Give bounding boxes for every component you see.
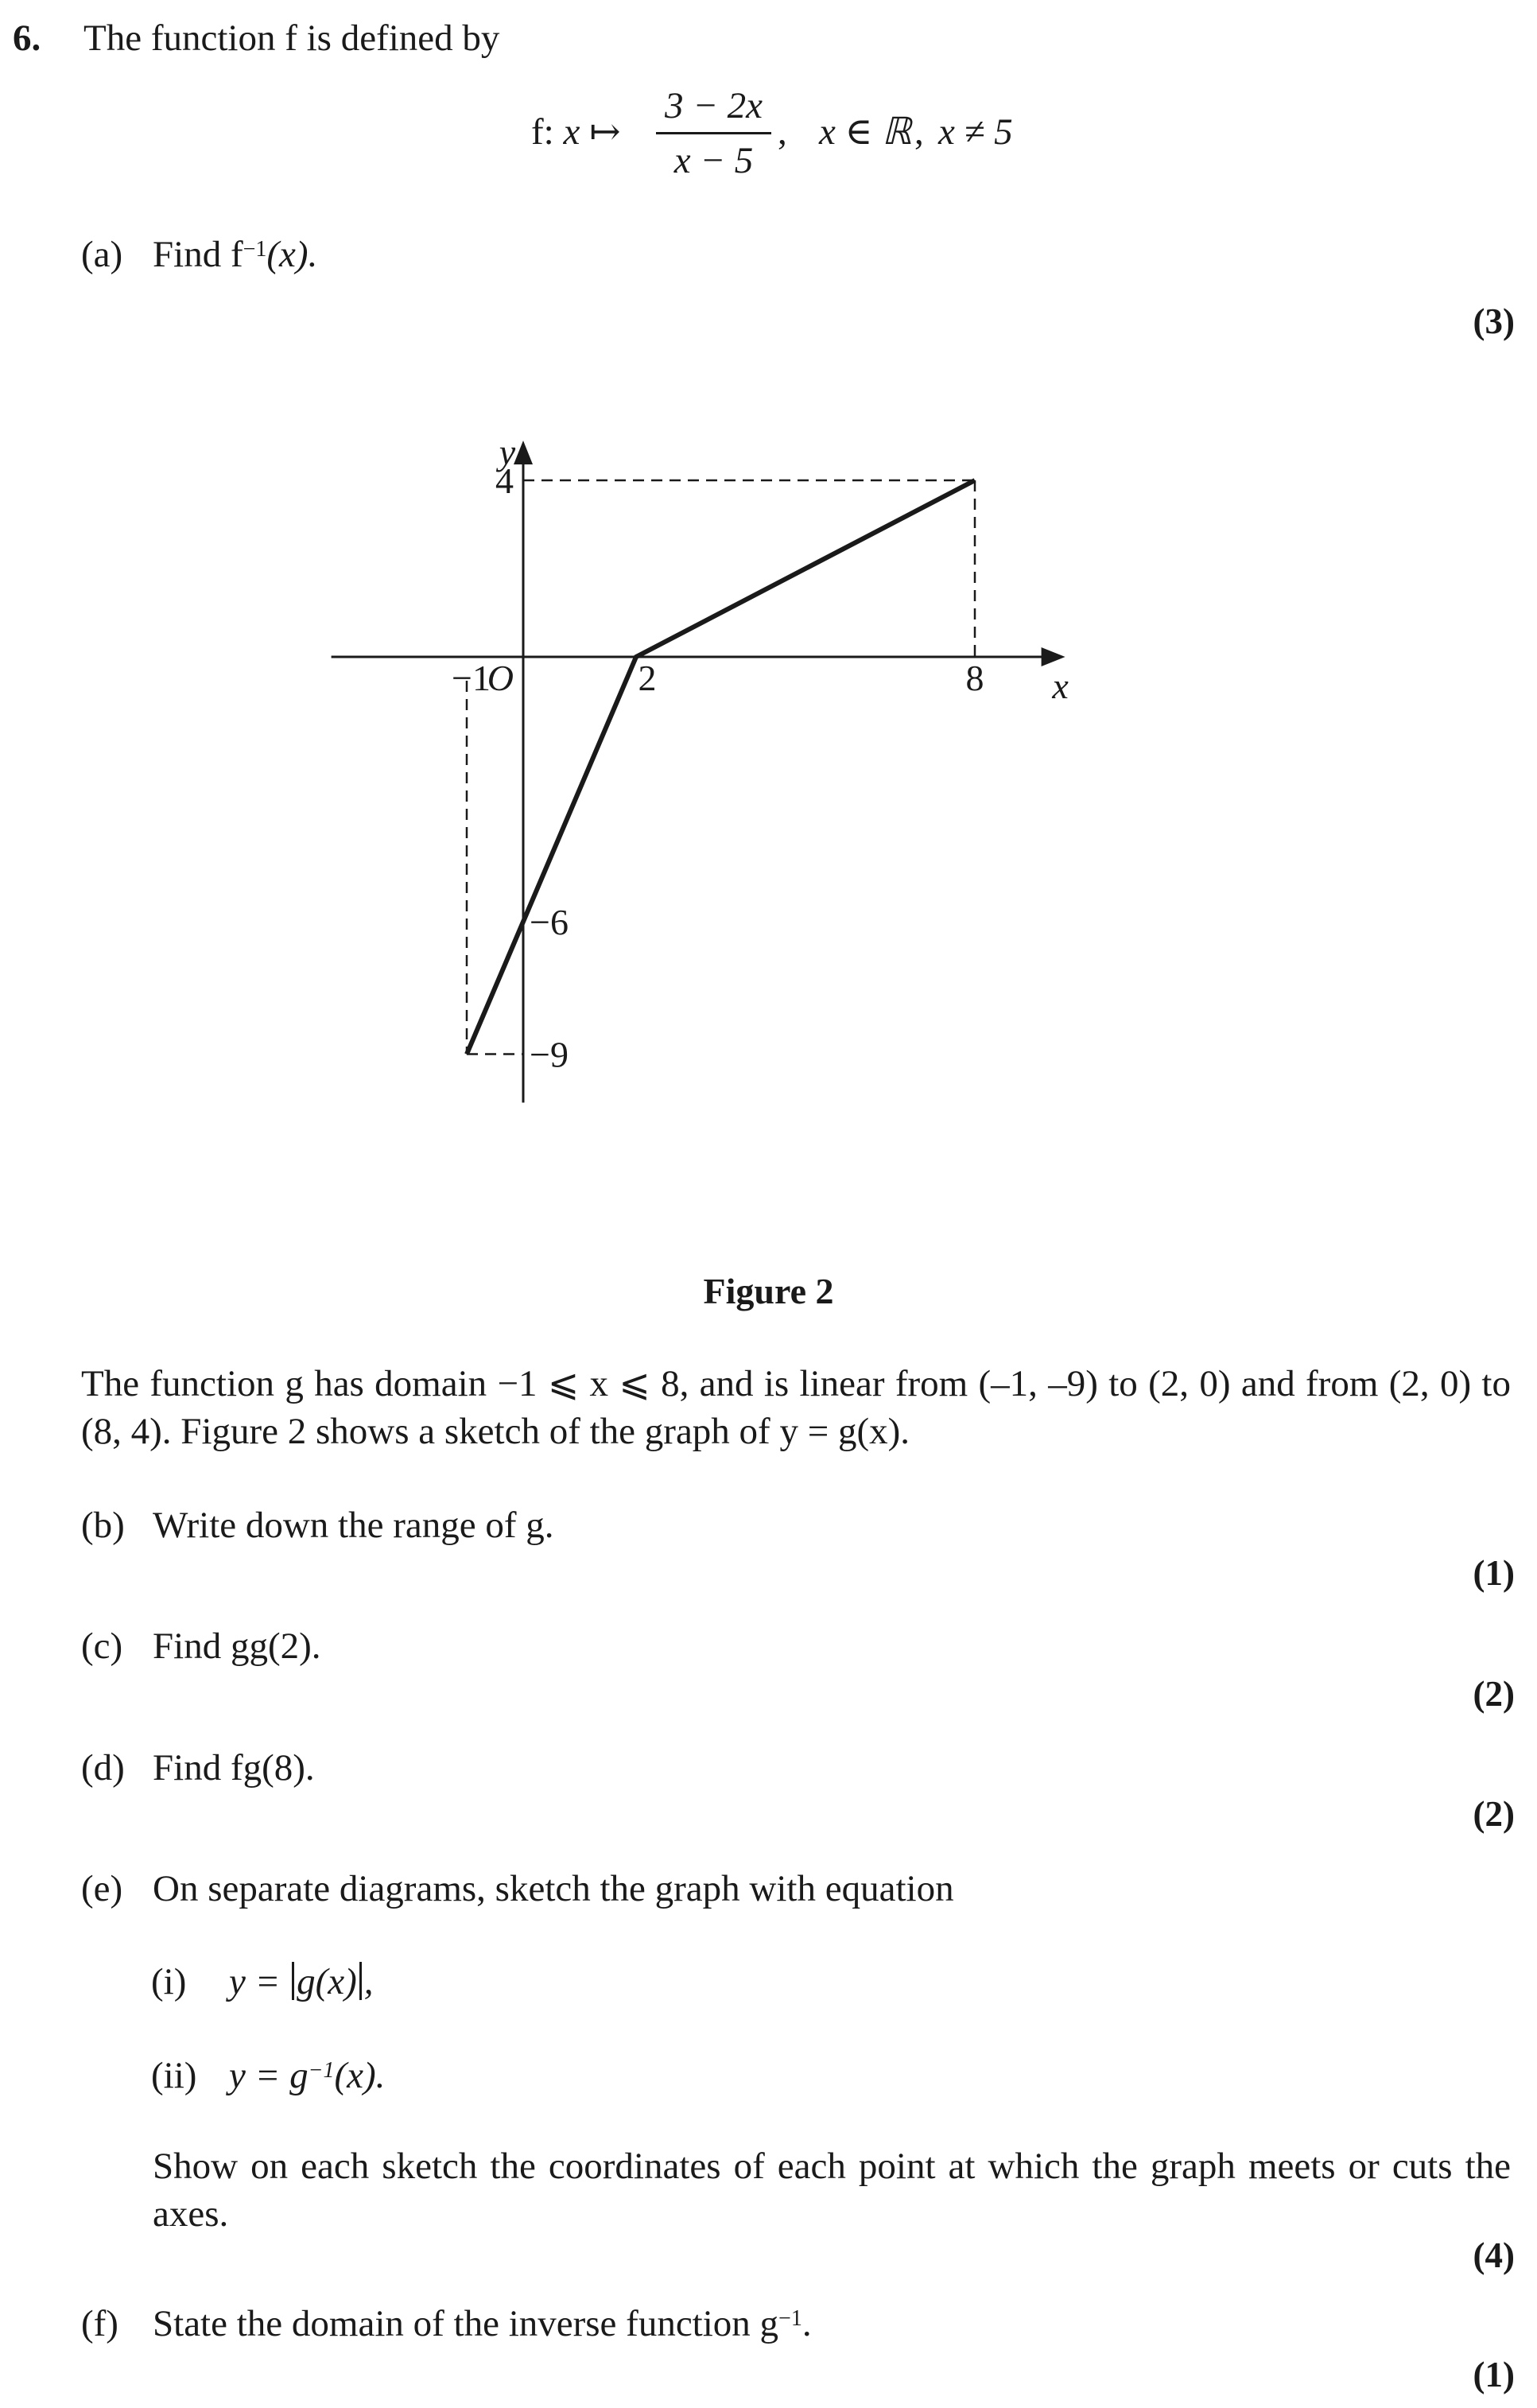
f-numerator: 3 − 2x xyxy=(664,85,763,126)
part-e-i-pre: y = xyxy=(229,1961,290,2002)
y-axis-label: y xyxy=(499,432,516,473)
part-a-text-pre: Find f xyxy=(153,234,243,275)
x-tick-label-minus-1: −1 xyxy=(452,658,491,698)
y-tick-label-4: 4 xyxy=(495,460,514,501)
part-e-i-label: (i) xyxy=(151,1961,187,2002)
x-axis-arrowhead xyxy=(1042,647,1065,666)
part-a-text-post: (x). xyxy=(266,234,318,275)
part-f-text-main: State the domain of the inverse function g xyxy=(153,2303,779,2344)
part-e-ii-equation xyxy=(229,2052,385,2099)
graph-line-g xyxy=(467,480,975,1054)
part-b-text: Write down the range of g. xyxy=(153,1505,554,1546)
part-c-text: Find gg(2). xyxy=(153,1625,321,1667)
part-e-text: On separate diagrams, sketch the graph with equation xyxy=(153,1868,954,1909)
part-a-label: (a) xyxy=(81,234,123,275)
question-intro: The function f is defined by xyxy=(83,17,500,59)
part-e-ii-pre: y = g xyxy=(229,2055,309,2096)
part-f-label: (f) xyxy=(81,2303,118,2344)
f-denominator: x − 5 xyxy=(673,140,754,181)
part-c-label: (c) xyxy=(81,1625,123,1667)
origin-label: O xyxy=(487,658,514,698)
part-e-i-equation xyxy=(229,1958,374,2006)
f-var: x xyxy=(563,111,580,153)
f-comma: , xyxy=(778,111,787,153)
f-domain-b: x ≠ 5 xyxy=(938,111,1013,153)
part-e-ii-label: (ii) xyxy=(151,2055,197,2096)
figure-caption: Figure 2 xyxy=(703,1271,834,1311)
g-description: The function g has domain −1 ⩽ x ⩽ 8, and is linear from (–1, –9) to (2, 0) and from (2, 0) to (8, 4). Figure 2 shows a sketch of the graph of y = g(x). xyxy=(81,1363,1511,1452)
part-f-sup: −1 xyxy=(778,2306,802,2331)
part-e-label: (e) xyxy=(81,1868,123,1909)
part-e-instruction: Show on each sketch the coordinates of each point at which the graph meets or cuts the axes. xyxy=(153,2146,1511,2235)
part-e-i-post: , xyxy=(363,1961,374,2002)
part-e-i-inner: g(x) xyxy=(297,1961,357,2002)
part-e-ii-post: (x). xyxy=(334,2055,386,2096)
part-d-marks: (2) xyxy=(1473,1794,1515,1834)
part-f-text xyxy=(153,2300,812,2348)
y-axis-arrowhead xyxy=(514,441,533,464)
x-axis-label: x xyxy=(1052,666,1069,706)
y-tick-label-minus-9: −9 xyxy=(530,1034,569,1075)
x-tick-label-8: 8 xyxy=(965,658,984,698)
part-e-marks: (4) xyxy=(1473,2235,1515,2275)
part-c-marks: (2) xyxy=(1473,1674,1515,1714)
abs-bar-left xyxy=(292,1962,294,2000)
part-b-label: (b) xyxy=(81,1505,125,1546)
part-a-sup: −1 xyxy=(243,237,267,262)
part-d-label: (d) xyxy=(81,1747,125,1789)
part-b-marks: (1) xyxy=(1473,1553,1515,1593)
x-tick-label-2: 2 xyxy=(638,658,657,698)
part-e-ii-sup: −1 xyxy=(308,2058,335,2083)
abs-bar-right xyxy=(359,1962,362,2000)
question-number: 6. xyxy=(13,17,41,59)
part-a-marks: (3) xyxy=(1473,301,1515,341)
f-domain-a: x ∈ ℝ xyxy=(819,111,912,153)
f-label: f: xyxy=(531,111,564,153)
f-domain-sep: , xyxy=(914,111,924,153)
part-f-marks: (1) xyxy=(1473,2355,1515,2394)
part-d-text: Find fg(8). xyxy=(153,1747,315,1789)
part-f-post: . xyxy=(801,2303,812,2344)
maps-to-arrow: ↦ xyxy=(580,111,621,153)
y-tick-label-minus-6: −6 xyxy=(530,902,569,942)
